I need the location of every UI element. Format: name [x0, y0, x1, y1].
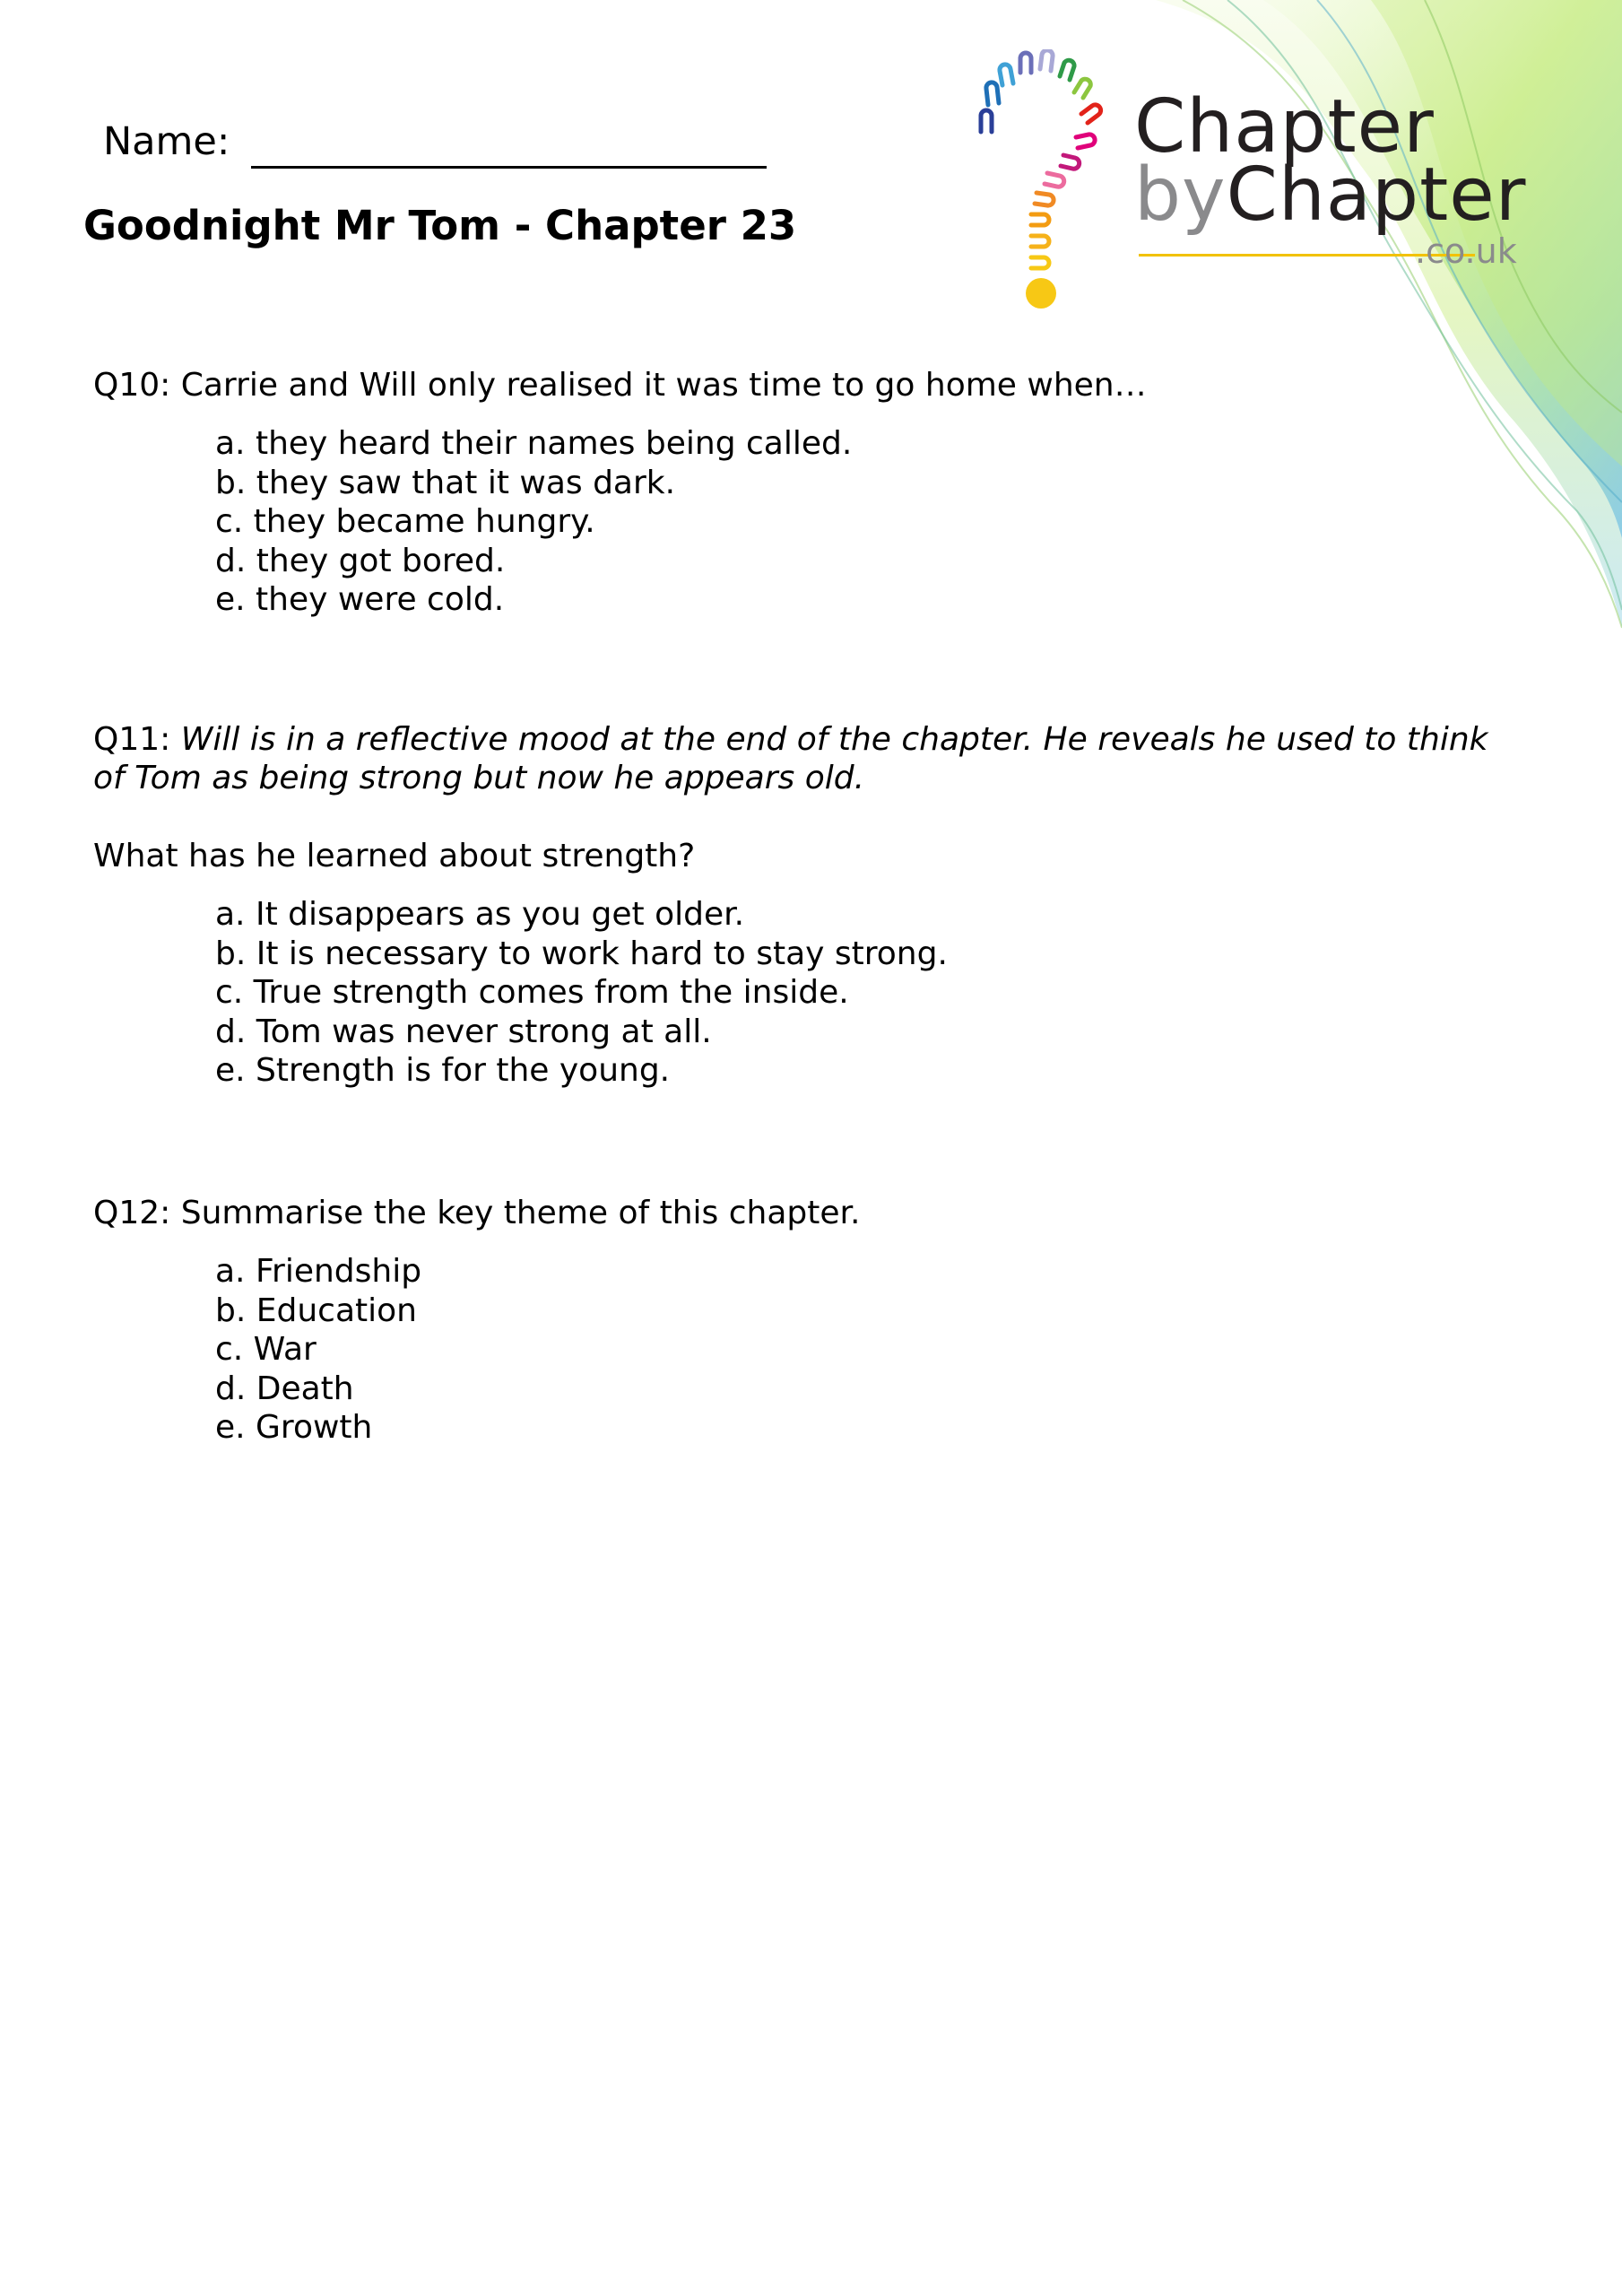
question-11 [93, 720, 1528, 1091]
question-text-italic: Will is in a reflective mood at the end of the chapter. He reveals he used to think of Tom as being strong but now he appears old. [93, 721, 1488, 796]
name-field-line[interactable] [103, 115, 767, 169]
answer-options [215, 1252, 1528, 1448]
name-underline[interactable] [251, 126, 767, 169]
question-label: Q10: [93, 367, 171, 404]
answer-option[interactable]: d. Tom was never strong at all. [215, 1013, 712, 1050]
answer-option[interactable]: b. they saw that it was dark. [215, 464, 676, 501]
logo-text-chapter: Chapter [1134, 84, 1435, 170]
logo-text-chapter-second: Chapter [1226, 152, 1527, 238]
logo-text-by: by [1134, 152, 1227, 238]
question-subprompt: What has he learned about strength? [93, 838, 696, 874]
answer-option[interactable]: d. Death [215, 1370, 354, 1407]
question-text: Carrie and Will only realised it was time to go home when… [180, 367, 1147, 404]
page-title: Goodnight Mr Tom - Chapter 23 [83, 202, 797, 249]
question-label: Q11: [93, 721, 171, 758]
question-prompt [93, 366, 1528, 404]
answer-option[interactable]: c. War [215, 1331, 317, 1368]
question-10 [93, 366, 1528, 620]
logo-text-by-chapter [1134, 152, 1527, 238]
answer-options [215, 424, 1528, 620]
answer-option[interactable]: e. Growth [215, 1409, 373, 1446]
question-label: Q12: [93, 1195, 171, 1231]
answer-option[interactable]: c. True strength comes from the inside. [215, 974, 849, 1011]
answer-option[interactable]: b. Education [215, 1292, 417, 1329]
question-12 [93, 1194, 1528, 1448]
answer-option[interactable]: a. they heard their names being called. [215, 425, 853, 462]
answer-option[interactable]: e. they were cold. [215, 581, 505, 618]
answer-option[interactable]: d. they got bored. [215, 542, 506, 579]
question-prompt [93, 1194, 1528, 1232]
answer-option[interactable]: e. Strength is for the young. [215, 1052, 671, 1089]
answer-option[interactable]: c. they became hungry. [215, 503, 595, 540]
question-mark-books-icon [968, 49, 1121, 309]
logo-domain: .co.uk [1415, 231, 1517, 271]
question-text: Summarise the key theme of this chapter. [180, 1195, 861, 1231]
chapter-by-chapter-logo [968, 49, 1542, 318]
question-prompt [93, 720, 1528, 797]
answer-option[interactable]: a. Friendship [215, 1253, 422, 1290]
answer-option[interactable]: b. It is necessary to work hard to stay strong. [215, 935, 948, 972]
name-label: Name: [103, 119, 230, 164]
answer-options [215, 895, 1528, 1091]
answer-option[interactable]: a. It disappears as you get older. [215, 896, 745, 933]
